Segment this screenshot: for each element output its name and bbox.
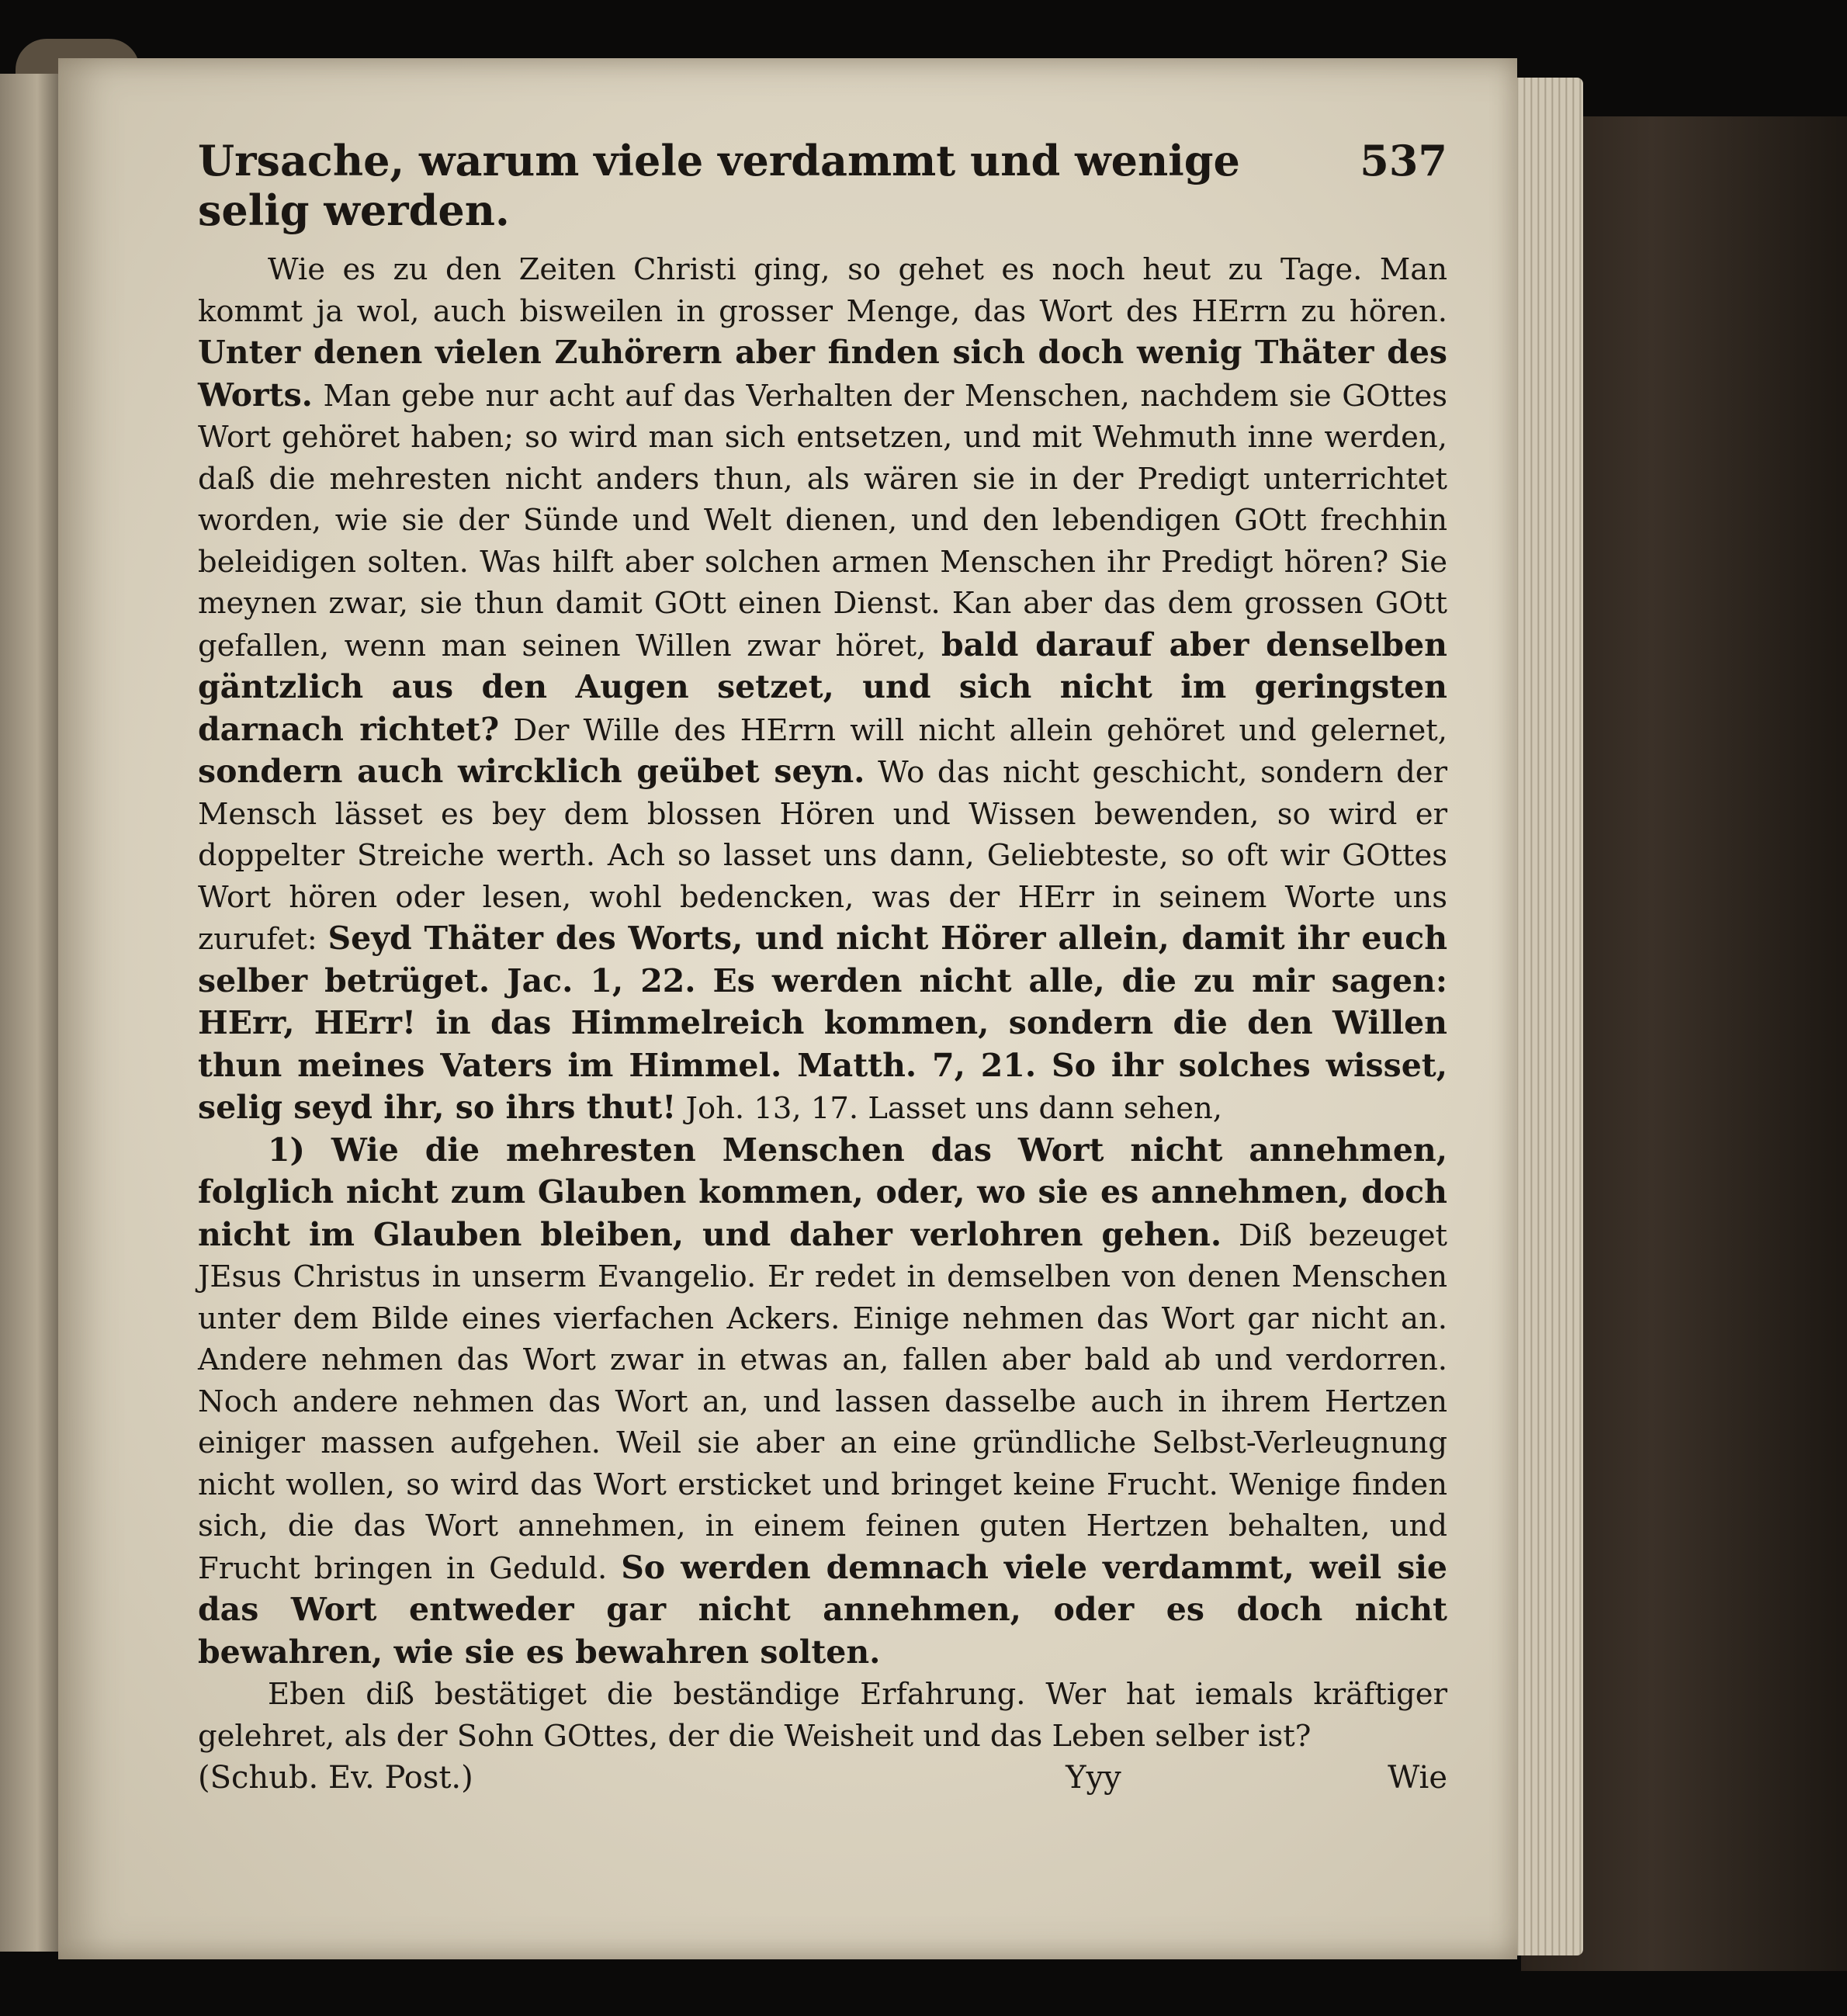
text-run-bold: Seyd Thäter des Worts, und nicht Hörer allein, damit ihr euch selber betrüget. Jac. 1, 22. Es werden nicht alle, die zu mir sagen: HErr, HErr! in das Himmelreich kommen, sondern die den Willen thun meines Vaters im Himmel. Matth. 7, 21. So ihr solches wisset, selig seyd ihr, so ihrs thut! [198, 920, 1447, 1126]
text-run-bold: sondern auch wircklich geübet seyn. [198, 753, 865, 790]
signature-mark: Yyy [1066, 1760, 1121, 1796]
text-run: Joh. 13, 17. Lasset uns dann sehen, [676, 1091, 1223, 1126]
text-run: Wo das nicht geschicht, sondern der Mensch lässet es bey dem blossen Hören und Wissen bewenden, so wird er doppelter Streiche werth. Ach so lasset uns dann, Geliebteste, so oft wir GOttes Wort hören oder lesen, wohl bedencken, was der HErr in seinem Worte uns zurufet: [198, 755, 1447, 957]
footer-source: (Schub. Ev. Post.) [198, 1760, 473, 1796]
page-number: 537 [1360, 136, 1447, 185]
paragraph-3 [198, 1674, 1447, 1757]
page-footer [198, 1760, 1447, 1796]
catchword: Wie [1388, 1760, 1447, 1796]
running-title: Ursache, warum viele verdammt und wenige selig werden. [198, 136, 1240, 235]
text-run: Man gebe nur acht auf das Verhalten der Menschen, nachdem sie GOttes Wort gehöret haben; so wird man sich entsetzen, und mit Wehmuth inne werden, daß die mehresten nicht anders thun, als wären sie in der Predigt unterrichtet worden, wie sie der Sünde und Welt dienen, und den lebendigen GOtt frechhin beleidigen solten. Was hilft aber solchen armen Menschen ihr Predigt hören? Sie meynen zwar, sie thun damit GOtt einen Dienst. Kan aber das dem grossen GOtt gefallen, wenn man seinen Willen zwar höret, [198, 378, 1447, 663]
paragraph-2 [198, 1130, 1447, 1675]
text-run-bold: Unter denen vielen Zuhörern aber finden sich doch wenig Thäter des Worts. [198, 334, 1447, 414]
text-run-bold: So werden demnach viele verdammt, weil sie das Wort entweder gar nicht annehmen, oder es doch nicht bewahren, wie sie es bewahren solten. [198, 1548, 1447, 1671]
text-run: Der Wille des HErrn will nicht allein gehöret und gelernet, [499, 712, 1447, 748]
text-run: Diß bezeuget JEsus Christus in unserm Evangelio. Er redet in demselben von denen Menschen unter dem Bilde eines vierfachen Ackers. Einige nehmen das Wort gar nicht an. Andere nehmen das Wort zwar in etwas an, fallen aber bald ab und verdorren. Noch andere nehmen das Wort an, und lassen dasselbe auch in ihrem Hertzen einiger massen aufgehen. Weil sie aber an eine gründliche Selbst-Verleugnung nicht wollen, so wird das Wort ersticket und bringet keine Frucht. Wenige finden sich, die das Wort annehmen, in einem feinen guten Hertzen behalten, und Frucht bringen in Geduld. [198, 1218, 1447, 1586]
text-run: Wie es zu den Zeiten Christi ging, so gehet es noch heut zu Tage. Man kommt ja wol, auch bisweilen in grosser Menge, das Wort des HErrn zu hören. [198, 252, 1447, 329]
running-head [198, 136, 1447, 235]
left-page-edge [0, 74, 62, 1952]
text-run-bold: 1) Wie die mehresten Menschen das Wort nicht annehmen, folglich nicht zum Glauben kommen, oder, wo sie es annehmen, doch nicht im Glauben bleiben, und daher verlohren gehen. [198, 1131, 1447, 1253]
text-run-bold: bald darauf aber denselben gäntzlich aus den Augen setzet, und sich nicht im geringsten darnach richtet? [198, 625, 1447, 748]
text-run: Eben diß bestätiget die beständige Erfahrung. Wer hat iemals kräftiger gelehret, als der Sohn GOttes, der die Weisheit und das Leben selber ist? [198, 1677, 1447, 1754]
paragraph-1 [198, 249, 1447, 1130]
page-text-block [198, 136, 1447, 1796]
book-page [58, 58, 1517, 1959]
